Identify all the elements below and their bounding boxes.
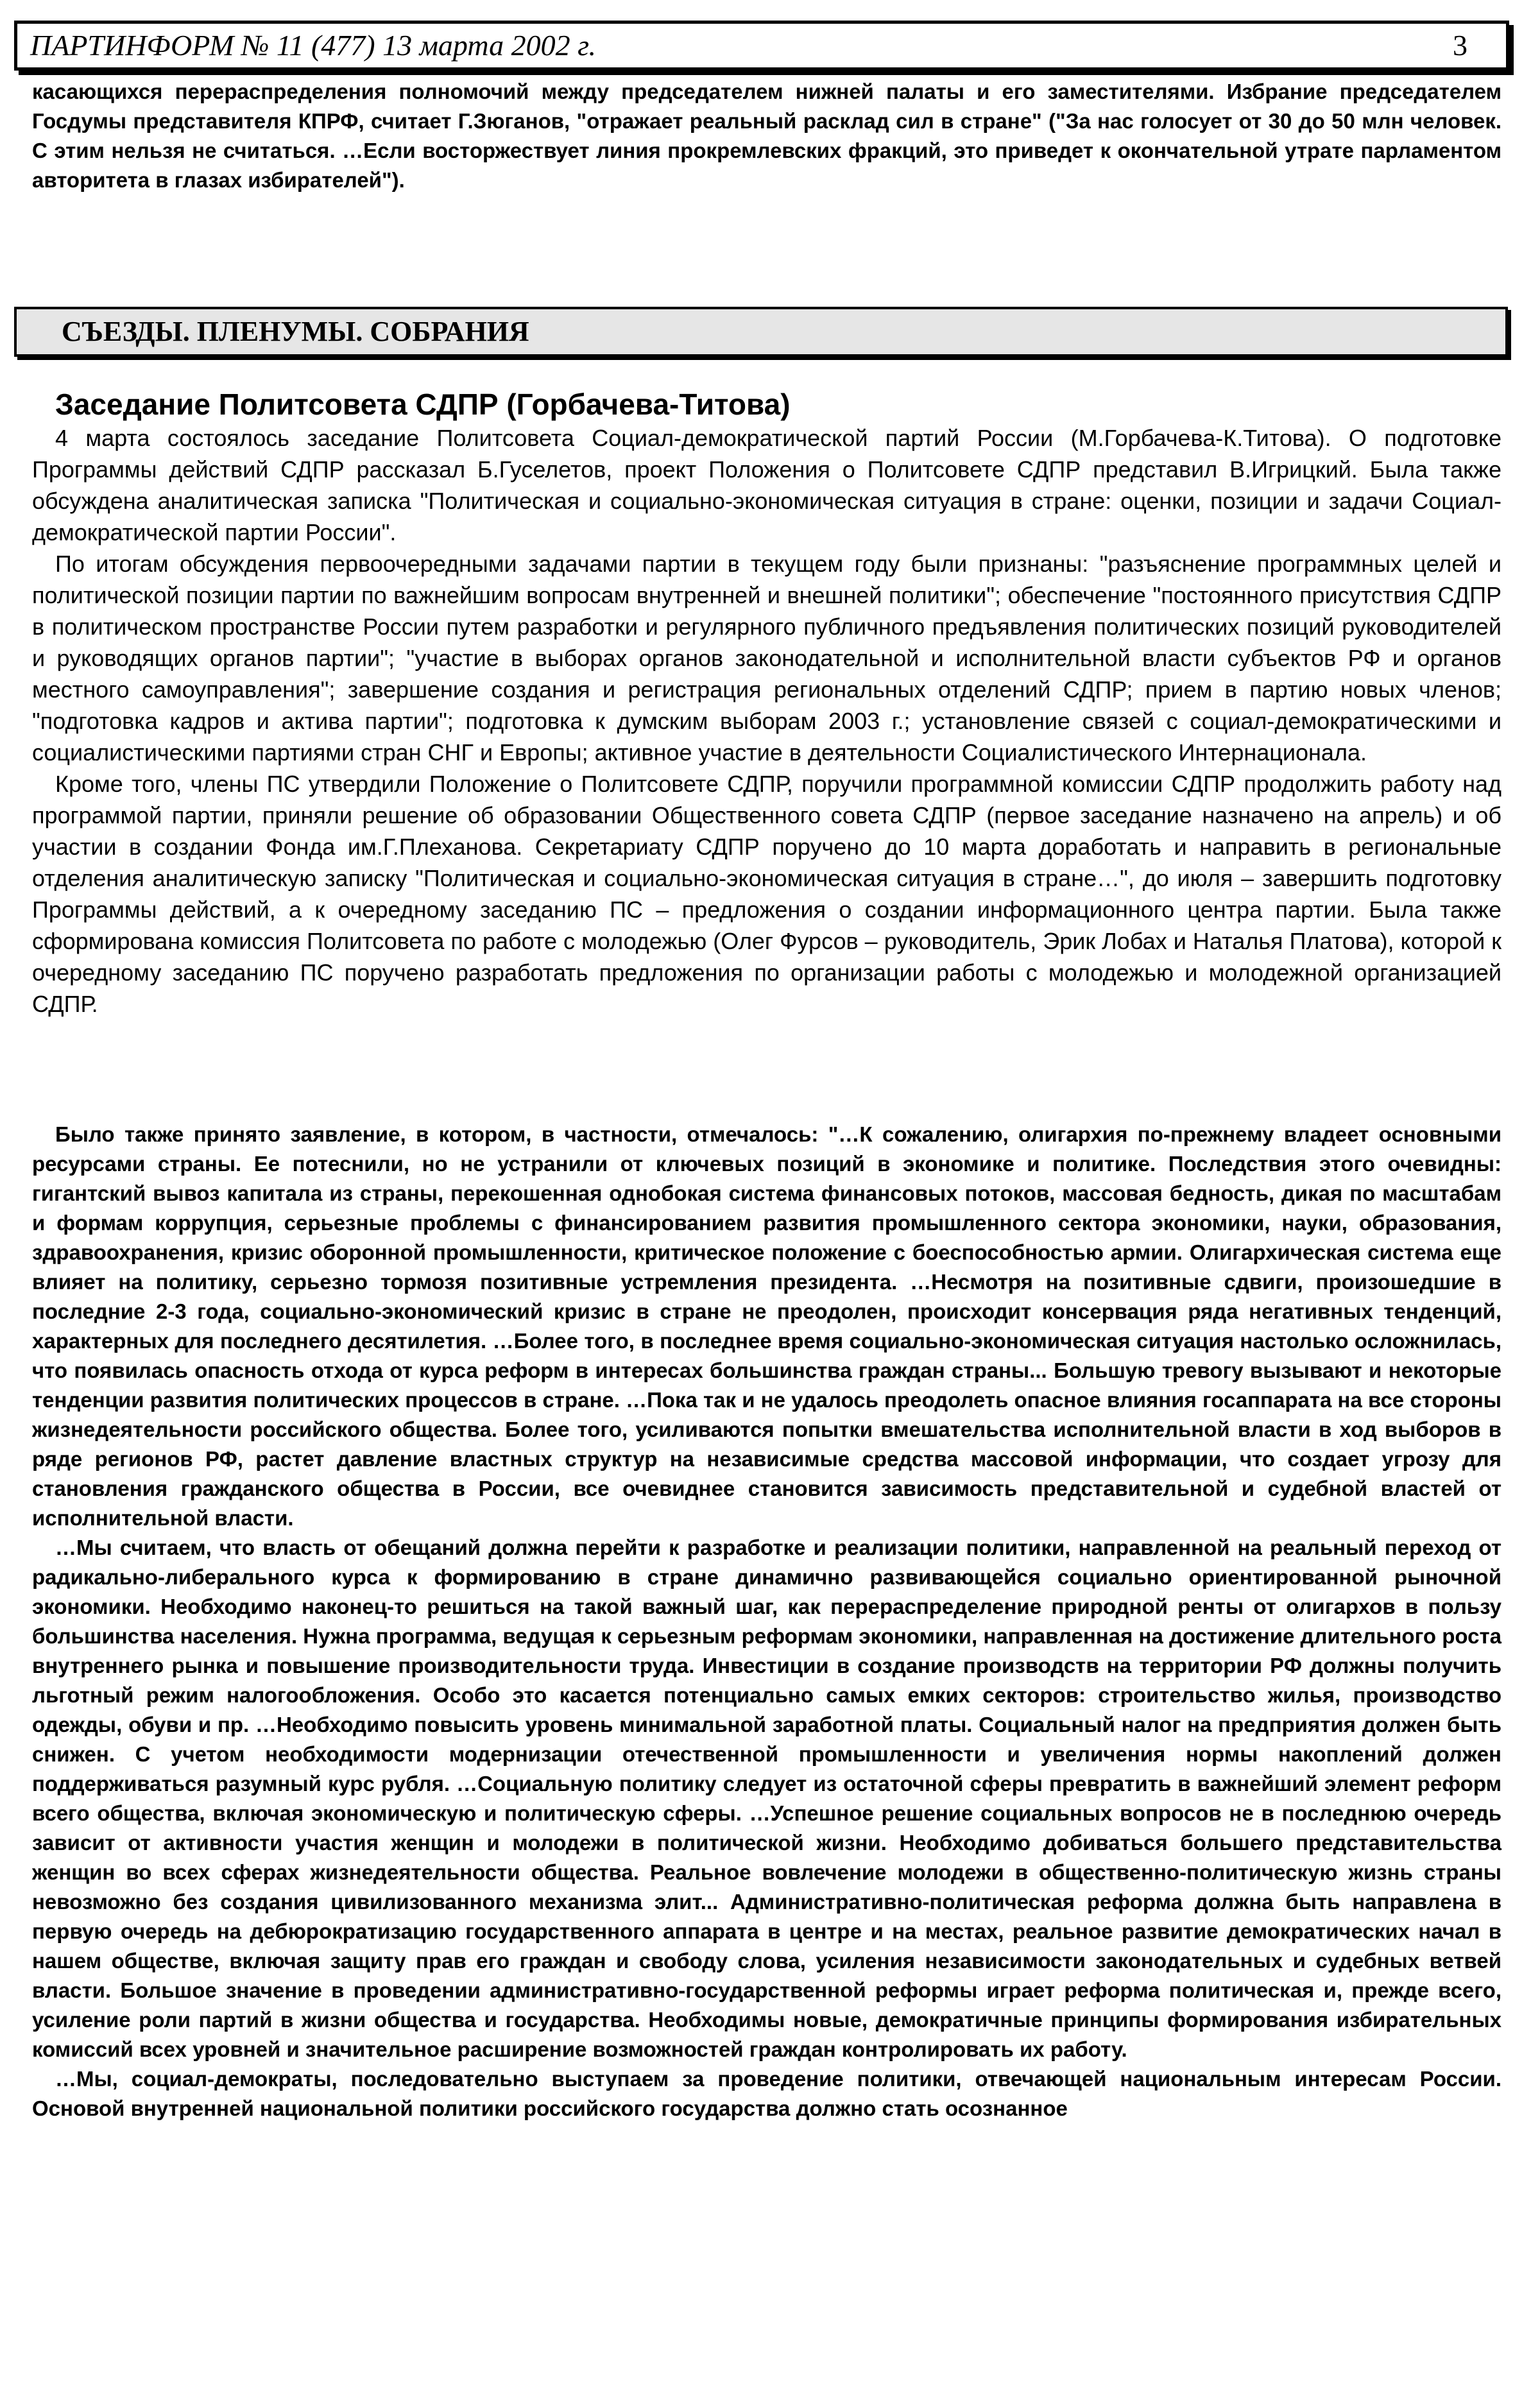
- article-paragraph: По итогам обсуждения первоочередными задачами партии в текущем году были признаны: "разъяснение программных целей и политической позиции партии по важнейшим вопросам внутренней и внешней политики"; обеспечение "постоянного присутствия СДПР в политическом пространстве России путем разработки и регулярного публичного предъявления политических позиций руководителей и руководящих органов партии"; "участие в выборах органов законодательной и исполнительной власти субъектов РФ и органов местного самоуправления"; завершение создания и регистрация региональных отделений СДПР; прием в партию новых членов; "подготовка кадров и актива партии"; подготовка к думским выборам 2003 г.; установление связей с социал-демократическими и социалистическими партиями стран СНГ и Европы; активное участие в деятельности Социалистического Интернационала.: [32, 551, 1502, 766]
- article-headline: Заседание Политсовета СДПР (Горбачева-Титова): [55, 388, 791, 421]
- publication-title: ПАРТИНФОРМ № 11 (477) 13 марта 2002 г.: [30, 29, 596, 62]
- statement-paragraph: Было также принято заявление, в котором, в частности, отмечалось: "…К сожалению, олигархия по-прежнему владеет основными ресурсами страны. Ее потеснили, но не устранили от ключевых позиций в экономике и политике. Последствия этого очевидны: гигантский вывоз капитала из страны, перекошенная однобокая система финансовых потоков, массовая бедность, дикая по масштабам и формам коррупция, серьезные проблемы с финансированием развития промышленного сектора экономики, науки, образования, здравоохранения, кризис оборонной промышленности, критическое положение с боеспособностью армии. Олигархическая система еще влияет на политику, серьезно тормозя позитивные устремления президента. …Несмотря на позитивные сдвиги, произошедшие в последние 2-3 года, социально-экономический кризис в стране не преодолен, происходит консервация ряда негативных тенденций, характерных для последнего десятилетия. …Более того, в последнее время социально-экономическая ситуация настолько осложнилась, что появилась опасность отхода от курса реформ в интересах большинства граждан страны... Большую тревогу вызывают и некоторые тенденции развития политических процессов в стране. …Пока так и не удалось преодолеть опасное влияния госаппарата на все стороны жизнедеятельности российского общества. Более того, усиливаются попытки вмешательства исполнительной власти в ход выборов в ряде регионов РФ, растет давление властных структур на независимые средства массовой информации, что создает угрозу для становления гражданского общества в России, все очевиднее становится зависимость представительной и судебной властей от исполнительной власти.: [32, 1122, 1502, 1530]
- article-body: [32, 422, 1502, 1020]
- section-header: [14, 307, 1508, 357]
- intro-block: [32, 77, 1502, 195]
- intro-paragraph: касающихся перераспределения полномочий между председателем нижней палаты и его заместителями. Избрание председателем Госдумы представителя КПРФ, считает Г.Зюганов, "отражает реальный расклад сил в стране" ("За нас голосует от 30 до 50 млн человек. С этим нельзя не считаться. …Если восторжествует линия прокремлевских фракций, это приведет к окончательной утрате парламентом авторитета в глазах избирателей").: [32, 80, 1502, 192]
- statement-paragraph: …Мы считаем, что власть от обещаний должна перейти к разработке и реализации политики, направленной на реальный переход от радикально-либерального курса к формированию в стране динамично развивающейся социально ориентированной рыночной экономики. Необходимо наконец-то решиться на такой важный шаг, как перераспределение природной ренты от олигархов в пользу большинства населения. Нужна программа, ведущая к серьезным реформам экономики, направленная на достижение длительного роста внутреннего рынка и повышение производительности труда. Инвестиции в создание производств на территории РФ должны получить льготный режим налогообложения. Особо это касается потенциально самых емких секторов: строительство жилья, производство одежды, обуви и пр. …Необходимо повысить уровень минимальной заработной платы. Социальный налог на предприятия должен быть снижен. С учетом необходимости модернизации отечественной промышленности и увеличения нормы накоплений должен поддерживаться разумный курс рубля. …Социальную политику следует из остаточной сферы превратить в важнейший элемент реформ всего общества, включая экономическую и политическую сферы. …Успешное решение социальных вопросов не в последнюю очередь зависит от активности участия женщин и молодежи в политической жизни. Необходимо добиваться большего представительства женщин во всех сферах жизнедеятельности общества. Реальное вовлечение молодежи в общественно-политическую жизнь страны невозможно без создания цивилизованного механизма элит... Административно-политическая реформа должна быть направлена в первую очередь на дебюрократизацию государственного аппарата в центре и на местах, реальное развитие демократических начал в нашем обществе, включая защиту прав его граждан и свободу слова, усиления независимости законодательных и судебных ветвей власти. Большое значение в проведении административно-государственной реформы играет реформа политическая и, прежде всего, усиление роли партий в жизни общества и государства. Необходимы новые, демократичные принципы формирования избирательных комиссий всех уровней и значительное расширение возможностей граждан контролировать их работу.: [32, 1536, 1502, 2061]
- masthead: [14, 21, 1509, 71]
- article-paragraph: Кроме того, члены ПС утвердили Положение о Политсовете СДПР, поручили программной комиссии СДПР продолжить работу над программой партии, приняли решение об образовании Общественного совета СДПР (первое заседание назначено на апрель) и об участии в создании Фонда им.Г.Плеханова. Секретариату СДПР поручено до 10 марта доработать и направить в региональные отделения аналитическую записку "Политическая и социально-экономическая ситуация в стране…", до июля – завершить подготовку Программы действий, а к очередному заседанию ПС – предложения о создании информационного центра партии. Была также сформирована комиссия Политсовета по работе с молодежью (Олег Фурсов – руководитель, Эрик Лобах и Наталья Платова), которой к очередному заседанию ПС поручено разработать предложения по организации работы с молодежью и молодежной организацией СДПР.: [32, 771, 1502, 1017]
- section-title: СЪЕЗДЫ. ПЛЕНУМЫ. СОБРАНИЯ: [62, 316, 529, 347]
- page-number: 3: [1453, 29, 1467, 62]
- statement-paragraph: …Мы, социал-демократы, последовательно выступаем за проведение политики, отвечающей национальным интересам России. Основой внутренней национальной политики российского государства должно стать осознанное: [32, 2067, 1502, 2120]
- article-paragraph: 4 марта состоялось заседание Политсовета Социал-демократической партий России (М.Горбачева-К.Титова). О подготовке Программы действий СДПР рассказал Б.Гуселетов, проект Положения о Политсовете СДПР представил В.Игрицкий. Была также обсуждена аналитическая записка "Политическая и социально-экономическая ситуация в стране: оценки, позиции и задачи Социал-демократической партии России".: [32, 425, 1502, 545]
- statement-block: [32, 1120, 1502, 2123]
